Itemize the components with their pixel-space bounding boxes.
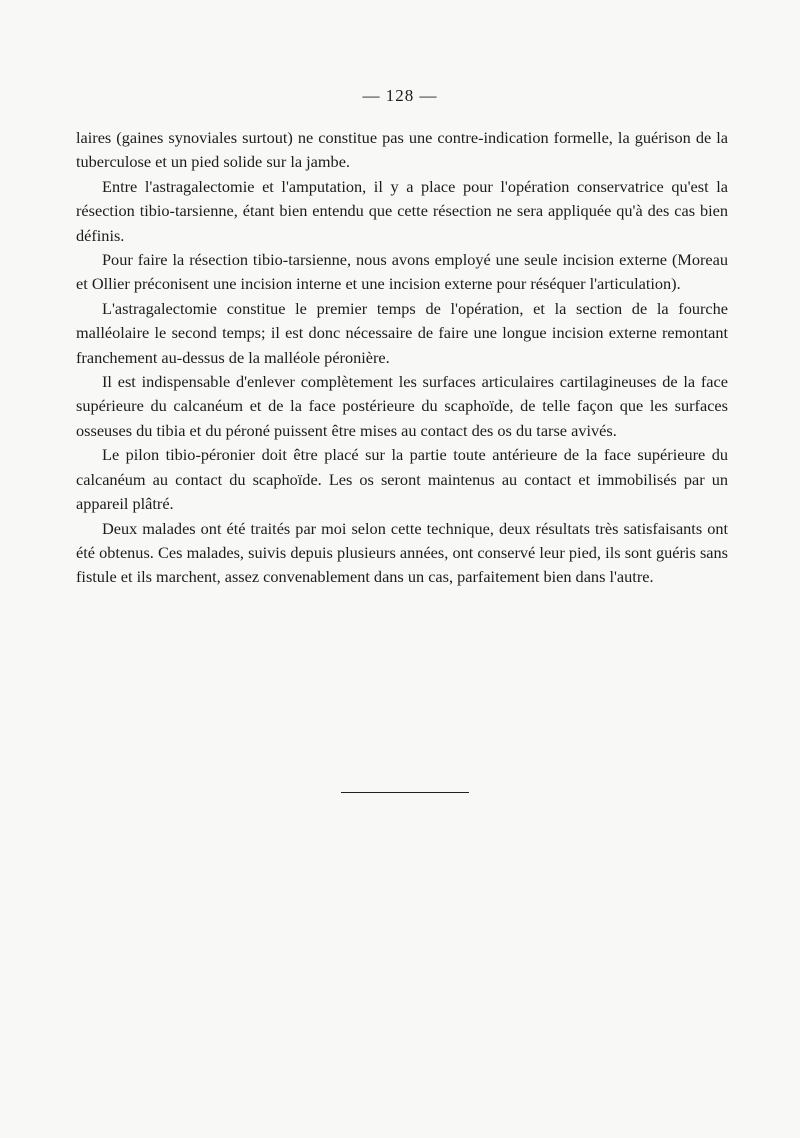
section-end-rule — [341, 792, 469, 793]
page-number: — 128 — — [362, 86, 438, 105]
paragraph: Deux malades ont été traités par moi selon cette technique, deux résultats très satisfaisants ont été obtenus. Ces malades, suivis depuis plusieurs années, ont conservé leur pied, ils sont guéris sans fistule et ils marchent, assez convenablement dans un cas, parfaitement bien dans l'autre. — [76, 518, 728, 587]
paragraph: Pour faire la résection tibio-tarsienne, nous avons employé une seule incision externe (Moreau et Ollier préconisent une incision interne et une incision externe pour réséquer l'articulation). — [76, 250, 728, 294]
paragraph: Il est indispensable d'enlever complètement les surfaces articulaires cartilagineuses de la face supérieure du calcanéum et de la face postérieure du scaphoïde, de telle façon que les surfaces osseuses du tibia et du péroné puissent être mises au contact des os du tarse avivés. — [76, 372, 728, 440]
body-text — [76, 126, 728, 590]
paragraph: L'astragalectomie constitue le premier temps de l'opération, et la section de la fourche malléolaire le second temps; il est donc nécessaire de faire une longue incision externe remontant franchement au-dessus de la malléole péronière. — [76, 298, 728, 367]
paragraph: Entre l'astragalectomie et l'amputation, il y a place pour l'opération conservatrice qu'est la résection tibio-tarsienne, étant bien entendu que cette résection ne sera appliquée qu'à des cas bien définis. — [76, 176, 728, 245]
paragraph: Le pilon tibio-péronier doit être placé sur la partie toute antérieure de la face supérieure du calcanéum au contact du scaphoïde. Les os seront maintenus au contact et immobilisés par un appareil plâtré. — [76, 445, 728, 514]
paragraph-continued: laires (gaines synoviales surtout) ne constitue pas une contre-indication formelle, la guérison de la tuberculose et un pied solide sur la jambe. — [76, 128, 728, 172]
